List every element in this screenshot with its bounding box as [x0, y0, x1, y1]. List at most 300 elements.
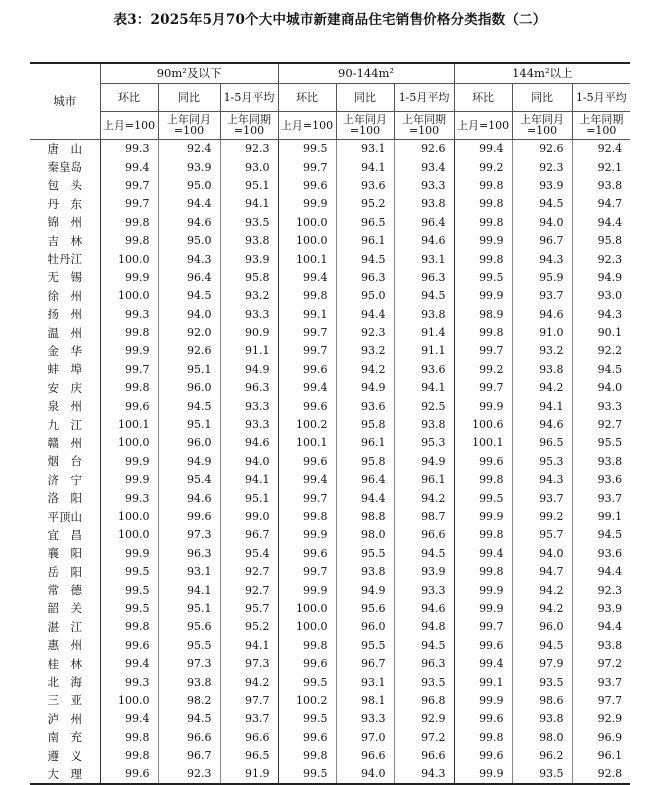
- value-cell: 93.3: [394, 176, 454, 194]
- value-cell: 99.2: [512, 507, 572, 525]
- value-cell: 91.4: [394, 323, 454, 341]
- metric-header: 同比: [336, 83, 394, 111]
- metric-header: 环比: [454, 83, 512, 111]
- table-row: [30, 323, 630, 341]
- value-cell: 99.7: [454, 379, 512, 397]
- value-cell: 94.9: [336, 379, 394, 397]
- value-cell: 99.8: [454, 526, 512, 544]
- city-cell: 九 江: [47, 417, 82, 432]
- value-cell: 92.3: [158, 765, 220, 784]
- value-cell: 93.7: [572, 673, 630, 691]
- city-header: 城市: [30, 63, 100, 139]
- value-cell: 96.7: [158, 746, 220, 764]
- value-cell: 99.5: [100, 562, 158, 580]
- value-cell: 92.0: [158, 323, 220, 341]
- value-cell: 99.6: [100, 765, 158, 784]
- table-row: [30, 434, 630, 452]
- city-cell: 唐 山: [47, 141, 82, 156]
- value-cell: 93.1: [394, 250, 454, 268]
- value-cell: 93.4: [394, 158, 454, 176]
- value-cell: 96.5: [336, 213, 394, 231]
- value-cell: 90.1: [572, 323, 630, 341]
- value-cell: 94.2: [220, 673, 278, 691]
- value-cell: 92.3: [512, 158, 572, 176]
- value-cell: 94.5: [572, 526, 630, 544]
- value-cell: 94.6: [394, 599, 454, 617]
- city-cell: 襄 阳: [47, 546, 82, 561]
- value-cell: 94.4: [158, 195, 220, 213]
- city-cell: 岳 阳: [47, 564, 82, 579]
- value-cell: 94.3: [394, 765, 454, 784]
- value-cell: 91.1: [394, 342, 454, 360]
- value-cell: 100.0: [278, 213, 336, 231]
- value-cell: 100.0: [278, 599, 336, 617]
- value-cell: 95.5: [336, 544, 394, 562]
- value-cell: 99.8: [100, 213, 158, 231]
- value-cell: 93.1: [158, 562, 220, 580]
- value-cell: 95.5: [158, 636, 220, 654]
- table-row: [30, 195, 630, 213]
- value-cell: 99.5: [278, 710, 336, 728]
- value-cell: 99.9: [454, 691, 512, 709]
- value-cell: 94.5: [512, 636, 572, 654]
- value-cell: 93.8: [572, 452, 630, 470]
- value-cell: 94.3: [158, 250, 220, 268]
- value-cell: 93.5: [512, 765, 572, 784]
- value-cell: 96.1: [394, 471, 454, 489]
- base-header: 上年同期=100: [572, 111, 630, 139]
- value-cell: 95.8: [336, 452, 394, 470]
- city-cell: 赣 州: [47, 435, 82, 450]
- price-index-table: [30, 62, 630, 785]
- value-cell: 99.4: [278, 268, 336, 286]
- value-cell: 99.9: [278, 581, 336, 599]
- value-cell: 99.8: [278, 746, 336, 764]
- value-cell: 99.0: [220, 507, 278, 525]
- value-cell: 94.8: [394, 618, 454, 636]
- value-cell: 97.3: [158, 654, 220, 672]
- city-cell: 秦皇岛: [47, 160, 82, 175]
- value-cell: 99.7: [278, 158, 336, 176]
- value-cell: 92.7: [220, 562, 278, 580]
- value-cell: 99.7: [278, 342, 336, 360]
- city-cell: 吉 林: [47, 233, 82, 248]
- city-cell: 平顶山: [47, 509, 82, 524]
- value-cell: 94.3: [572, 305, 630, 323]
- value-cell: 99.4: [100, 158, 158, 176]
- value-cell: 93.9: [572, 599, 630, 617]
- value-cell: 99.2: [454, 158, 512, 176]
- table-row: [30, 654, 630, 672]
- value-cell: 96.2: [512, 746, 572, 764]
- value-cell: 99.8: [100, 231, 158, 249]
- value-cell: 95.8: [336, 415, 394, 433]
- value-cell: 99.9: [454, 765, 512, 784]
- value-cell: 100.1: [454, 434, 512, 452]
- value-cell: 99.4: [278, 379, 336, 397]
- value-cell: 97.2: [572, 654, 630, 672]
- value-cell: 96.3: [220, 379, 278, 397]
- value-cell: 94.4: [572, 562, 630, 580]
- value-cell: 94.1: [220, 471, 278, 489]
- value-cell: 96.8: [394, 691, 454, 709]
- table-row: [30, 231, 630, 249]
- value-cell: 95.3: [512, 452, 572, 470]
- value-cell: 96.7: [512, 231, 572, 249]
- value-cell: 99.9: [100, 452, 158, 470]
- value-cell: 97.2: [394, 728, 454, 746]
- value-cell: 94.5: [394, 544, 454, 562]
- value-cell: 98.7: [394, 507, 454, 525]
- value-cell: 95.5: [336, 636, 394, 654]
- value-cell: 93.7: [512, 287, 572, 305]
- value-cell: 94.2: [512, 581, 572, 599]
- value-cell: 99.4: [454, 654, 512, 672]
- value-cell: 99.5: [278, 673, 336, 691]
- value-cell: 93.3: [572, 397, 630, 415]
- value-cell: 93.2: [220, 287, 278, 305]
- value-cell: 96.4: [336, 471, 394, 489]
- base-header: 上月=100: [278, 111, 336, 139]
- value-cell: 99.9: [100, 342, 158, 360]
- value-cell: 94.7: [572, 195, 630, 213]
- value-cell: 96.9: [572, 728, 630, 746]
- city-cell: 温 州: [47, 325, 82, 340]
- value-cell: 99.6: [454, 636, 512, 654]
- value-cell: 99.6: [278, 728, 336, 746]
- value-cell: 94.9: [336, 581, 394, 599]
- value-cell: 94.4: [572, 618, 630, 636]
- value-cell: 97.3: [158, 526, 220, 544]
- value-cell: 94.5: [158, 397, 220, 415]
- value-cell: 95.0: [158, 176, 220, 194]
- table-header: [30, 63, 630, 139]
- base-header: 上月=100: [454, 111, 512, 139]
- value-cell: 93.3: [394, 581, 454, 599]
- value-cell: 99.8: [278, 636, 336, 654]
- value-cell: 96.7: [336, 654, 394, 672]
- value-cell: 94.5: [394, 636, 454, 654]
- value-cell: 99.5: [278, 139, 336, 158]
- value-cell: 95.8: [572, 231, 630, 249]
- value-cell: 95.2: [220, 618, 278, 636]
- metric-header: 1-5月平均: [394, 83, 454, 111]
- table-row: [30, 250, 630, 268]
- value-cell: 99.8: [100, 323, 158, 341]
- value-cell: 93.0: [220, 158, 278, 176]
- value-cell: 92.9: [572, 710, 630, 728]
- value-cell: 99.9: [454, 397, 512, 415]
- value-cell: 94.1: [336, 158, 394, 176]
- base-header: 上月=100: [100, 111, 158, 139]
- value-cell: 100.0: [100, 287, 158, 305]
- value-cell: 92.6: [394, 139, 454, 158]
- value-cell: 93.8: [220, 231, 278, 249]
- value-cell: 96.7: [220, 526, 278, 544]
- value-cell: 96.1: [572, 746, 630, 764]
- value-cell: 94.7: [512, 562, 572, 580]
- city-cell: 牡丹江: [47, 252, 82, 267]
- value-cell: 100.0: [100, 526, 158, 544]
- value-cell: 95.0: [158, 231, 220, 249]
- table-row: [30, 507, 630, 525]
- metric-header: 1-5月平均: [572, 83, 630, 111]
- city-cell: 韶 关: [47, 601, 82, 616]
- value-cell: 99.8: [454, 176, 512, 194]
- value-cell: 99.9: [100, 268, 158, 286]
- city-cell: 泸 州: [47, 711, 82, 726]
- city-cell: 常 德: [47, 583, 82, 598]
- value-cell: 94.1: [512, 397, 572, 415]
- value-cell: 99.4: [278, 471, 336, 489]
- value-cell: 93.5: [220, 213, 278, 231]
- table-row: [30, 342, 630, 360]
- value-cell: 97.3: [220, 654, 278, 672]
- value-cell: 99.8: [100, 746, 158, 764]
- value-cell: 100.0: [100, 250, 158, 268]
- value-cell: 94.0: [512, 213, 572, 231]
- value-cell: 93.6: [394, 360, 454, 378]
- value-cell: 94.9: [158, 452, 220, 470]
- table-row: [30, 562, 630, 580]
- value-cell: 99.7: [278, 562, 336, 580]
- value-cell: 99.8: [278, 287, 336, 305]
- value-cell: 95.8: [220, 268, 278, 286]
- city-cell: 锦 州: [47, 215, 82, 230]
- value-cell: 99.6: [158, 507, 220, 525]
- value-cell: 93.8: [572, 636, 630, 654]
- value-cell: 95.4: [220, 544, 278, 562]
- table-row: [30, 728, 630, 746]
- table-row: [30, 746, 630, 764]
- metric-header: 1-5月平均: [220, 83, 278, 111]
- value-cell: 96.6: [158, 728, 220, 746]
- value-cell: 99.7: [278, 489, 336, 507]
- value-cell: 93.8: [394, 195, 454, 213]
- table-row: [30, 176, 630, 194]
- value-cell: 100.6: [454, 415, 512, 433]
- value-cell: 92.7: [572, 415, 630, 433]
- value-cell: 99.8: [454, 250, 512, 268]
- value-cell: 93.0: [572, 287, 630, 305]
- value-cell: 93.5: [512, 673, 572, 691]
- city-cell: 遵 义: [47, 748, 82, 763]
- value-cell: 100.0: [100, 434, 158, 452]
- table-row: [30, 544, 630, 562]
- value-cell: 94.1: [220, 195, 278, 213]
- value-cell: 99.3: [100, 305, 158, 323]
- value-cell: 93.6: [336, 176, 394, 194]
- value-cell: 100.0: [100, 507, 158, 525]
- value-cell: 94.5: [512, 195, 572, 213]
- value-cell: 100.2: [278, 691, 336, 709]
- value-cell: 92.7: [220, 581, 278, 599]
- metric-header: 环比: [100, 83, 158, 111]
- value-cell: 96.0: [336, 618, 394, 636]
- base-header: 上年同月=100: [158, 111, 220, 139]
- table-row: [30, 618, 630, 636]
- value-cell: 93.8: [394, 305, 454, 323]
- metric-header: 同比: [512, 83, 572, 111]
- value-cell: 97.0: [336, 728, 394, 746]
- value-cell: 92.5: [394, 397, 454, 415]
- value-cell: 94.0: [512, 544, 572, 562]
- value-cell: 99.1: [454, 673, 512, 691]
- value-cell: 93.8: [394, 415, 454, 433]
- value-cell: 99.4: [454, 544, 512, 562]
- value-cell: 99.8: [454, 728, 512, 746]
- value-cell: 92.9: [394, 710, 454, 728]
- value-cell: 97.7: [220, 691, 278, 709]
- value-cell: 99.6: [278, 397, 336, 415]
- value-cell: 94.2: [512, 379, 572, 397]
- city-cell: 湛 江: [47, 619, 82, 634]
- value-cell: 96.0: [158, 434, 220, 452]
- value-cell: 93.1: [336, 673, 394, 691]
- value-cell: 99.2: [454, 360, 512, 378]
- value-cell: 94.1: [394, 379, 454, 397]
- group-header: 90-144m²: [278, 63, 454, 83]
- value-cell: 99.6: [278, 544, 336, 562]
- value-cell: 96.0: [158, 379, 220, 397]
- value-cell: 99.5: [100, 581, 158, 599]
- value-cell: 94.1: [158, 581, 220, 599]
- value-cell: 100.1: [100, 415, 158, 433]
- value-cell: 100.0: [278, 618, 336, 636]
- table-row: [30, 710, 630, 728]
- value-cell: 96.5: [220, 746, 278, 764]
- value-cell: 99.8: [454, 562, 512, 580]
- value-cell: 93.8: [512, 360, 572, 378]
- value-cell: 95.1: [220, 176, 278, 194]
- value-cell: 99.3: [100, 673, 158, 691]
- city-cell: 蚌 埠: [47, 362, 82, 377]
- value-cell: 93.3: [336, 710, 394, 728]
- value-cell: 94.3: [512, 471, 572, 489]
- value-cell: 99.4: [454, 139, 512, 158]
- city-cell: 徐 州: [47, 288, 82, 303]
- value-cell: 94.6: [512, 305, 572, 323]
- value-cell: 100.2: [278, 415, 336, 433]
- value-cell: 98.6: [512, 691, 572, 709]
- value-cell: 94.2: [512, 599, 572, 617]
- value-cell: 99.7: [100, 195, 158, 213]
- value-cell: 94.9: [394, 452, 454, 470]
- value-cell: 99.5: [100, 599, 158, 617]
- value-cell: 94.1: [220, 636, 278, 654]
- value-cell: 93.8: [336, 562, 394, 580]
- value-cell: 99.5: [278, 765, 336, 784]
- value-cell: 99.8: [100, 728, 158, 746]
- base-header: 上年同期=100: [220, 111, 278, 139]
- city-cell: 大 理: [30, 765, 100, 784]
- value-cell: 95.1: [158, 415, 220, 433]
- value-cell: 94.6: [158, 213, 220, 231]
- value-cell: 96.4: [158, 268, 220, 286]
- value-cell: 94.2: [336, 360, 394, 378]
- value-cell: 99.6: [278, 360, 336, 378]
- value-cell: 95.1: [158, 599, 220, 617]
- value-cell: 95.2: [336, 195, 394, 213]
- value-cell: 99.8: [454, 471, 512, 489]
- value-cell: 92.2: [572, 342, 630, 360]
- city-cell: 烟 台: [47, 454, 82, 469]
- value-cell: 95.1: [220, 489, 278, 507]
- value-cell: 92.4: [158, 139, 220, 158]
- value-cell: 93.2: [336, 342, 394, 360]
- value-cell: 100.1: [278, 250, 336, 268]
- value-cell: 92.3: [220, 139, 278, 158]
- value-cell: 95.7: [512, 526, 572, 544]
- city-cell: 扬 州: [47, 307, 82, 322]
- value-cell: 96.6: [394, 526, 454, 544]
- value-cell: 92.3: [572, 581, 630, 599]
- value-cell: 98.9: [454, 305, 512, 323]
- city-cell: 包 头: [47, 178, 82, 193]
- value-cell: 93.9: [512, 176, 572, 194]
- table-row: [30, 673, 630, 691]
- value-cell: 92.1: [572, 158, 630, 176]
- value-cell: 99.9: [278, 526, 336, 544]
- value-cell: 97.9: [512, 654, 572, 672]
- value-cell: 99.8: [454, 323, 512, 341]
- table-row: [30, 636, 630, 654]
- table-row: [30, 489, 630, 507]
- base-header: 上年同期=100: [394, 111, 454, 139]
- value-cell: 93.2: [512, 342, 572, 360]
- value-cell: 93.6: [572, 471, 630, 489]
- value-cell: 98.2: [158, 691, 220, 709]
- value-cell: 98.0: [512, 728, 572, 746]
- value-cell: 99.1: [278, 305, 336, 323]
- value-cell: 99.6: [454, 746, 512, 764]
- table-row: [30, 415, 630, 433]
- value-cell: 99.6: [278, 452, 336, 470]
- value-cell: 100.1: [278, 434, 336, 452]
- value-cell: 94.5: [336, 250, 394, 268]
- value-cell: 93.3: [220, 397, 278, 415]
- value-cell: 99.8: [454, 195, 512, 213]
- value-cell: 99.8: [100, 618, 158, 636]
- value-cell: 94.2: [394, 489, 454, 507]
- value-cell: 99.8: [278, 507, 336, 525]
- table-row: [30, 360, 630, 378]
- value-cell: 93.3: [220, 415, 278, 433]
- value-cell: 94.4: [336, 305, 394, 323]
- base-header: 上年同月=100: [336, 111, 394, 139]
- value-cell: 95.4: [158, 471, 220, 489]
- value-cell: 99.9: [100, 544, 158, 562]
- value-cell: 94.9: [572, 268, 630, 286]
- value-cell: 94.6: [394, 231, 454, 249]
- value-cell: 99.9: [454, 599, 512, 617]
- table-row: [30, 526, 630, 544]
- value-cell: 93.6: [572, 544, 630, 562]
- value-cell: 96.6: [394, 746, 454, 764]
- value-cell: 96.1: [336, 434, 394, 452]
- table-row: [30, 765, 630, 784]
- value-cell: 95.5: [572, 434, 630, 452]
- value-cell: 94.3: [512, 250, 572, 268]
- city-cell: 金 华: [47, 343, 82, 358]
- value-cell: 92.3: [336, 323, 394, 341]
- city-cell: 洛 阳: [47, 491, 82, 506]
- table-row: [30, 452, 630, 470]
- value-cell: 95.3: [394, 434, 454, 452]
- table-row: [30, 305, 630, 323]
- value-cell: 99.5: [454, 268, 512, 286]
- value-cell: 93.7: [220, 710, 278, 728]
